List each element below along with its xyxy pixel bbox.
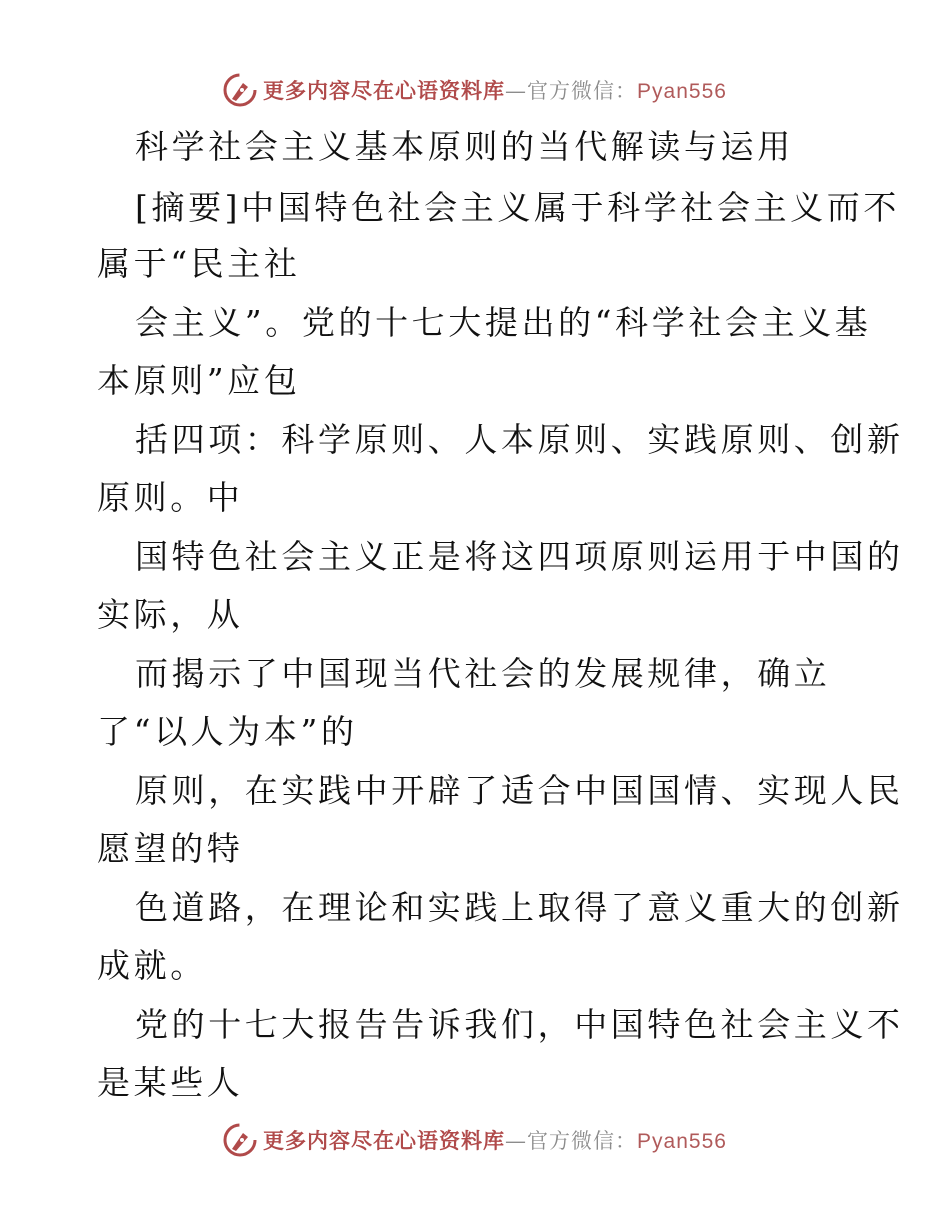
watermark-wechat-label: 官方微信：: [527, 1129, 638, 1153]
watermark-dash: —: [505, 1129, 528, 1153]
header-watermark: [0, 70, 950, 110]
text-line: 党的十七大报告告诉我们，中国特色社会主义不: [135, 1005, 904, 1044]
text-line: 本原则”应包: [97, 361, 301, 400]
text-line: 原则。中: [97, 478, 244, 517]
watermark-wechat-id: Pyan556: [637, 80, 727, 103]
text-line: 色道路，在理论和实践上取得了意义重大的创新: [135, 888, 904, 927]
text-line: [摘要]中国特色社会主义属于科学社会主义而不: [135, 188, 900, 227]
text-line: 实际，从: [97, 595, 244, 634]
text-line: 国特色社会主义正是将这四项原则运用于中国的: [135, 537, 904, 576]
text-line: 会主义”。党的十七大提出的“科学社会主义基: [135, 303, 872, 342]
pen-nib-circle-icon: [223, 1123, 257, 1157]
text-line: 属于“民主社: [97, 244, 301, 283]
watermark-wechat-id: Pyan556: [637, 1130, 727, 1153]
watermark-wechat-label: 官方微信：: [527, 79, 638, 103]
watermark-lead: 更多内容尽在心语资料库: [263, 1128, 506, 1153]
text-line: 成就。: [97, 946, 207, 985]
text-line: 括四项：科学原则、人本原则、实践原则、创新: [135, 420, 904, 459]
watermark-text: [263, 75, 727, 105]
text-line: 了“以人为本”的: [97, 712, 358, 751]
text-line: 而揭示了中国现当代社会的发展规律，确立: [135, 654, 831, 693]
footer-watermark: [0, 1120, 950, 1160]
text-line: 愿望的特: [97, 829, 244, 868]
pen-nib-circle-icon: [223, 73, 257, 107]
text-line: 是某些人: [97, 1063, 244, 1102]
watermark-dash: —: [505, 79, 528, 103]
watermark-lead: 更多内容尽在心语资料库: [263, 78, 506, 103]
text-line: 原则，在实践中开辟了适合中国国情、实现人民: [135, 771, 904, 810]
document-title: 科学社会主义基本原则的当代解读与运用: [135, 127, 794, 166]
watermark-text: [263, 1125, 727, 1155]
